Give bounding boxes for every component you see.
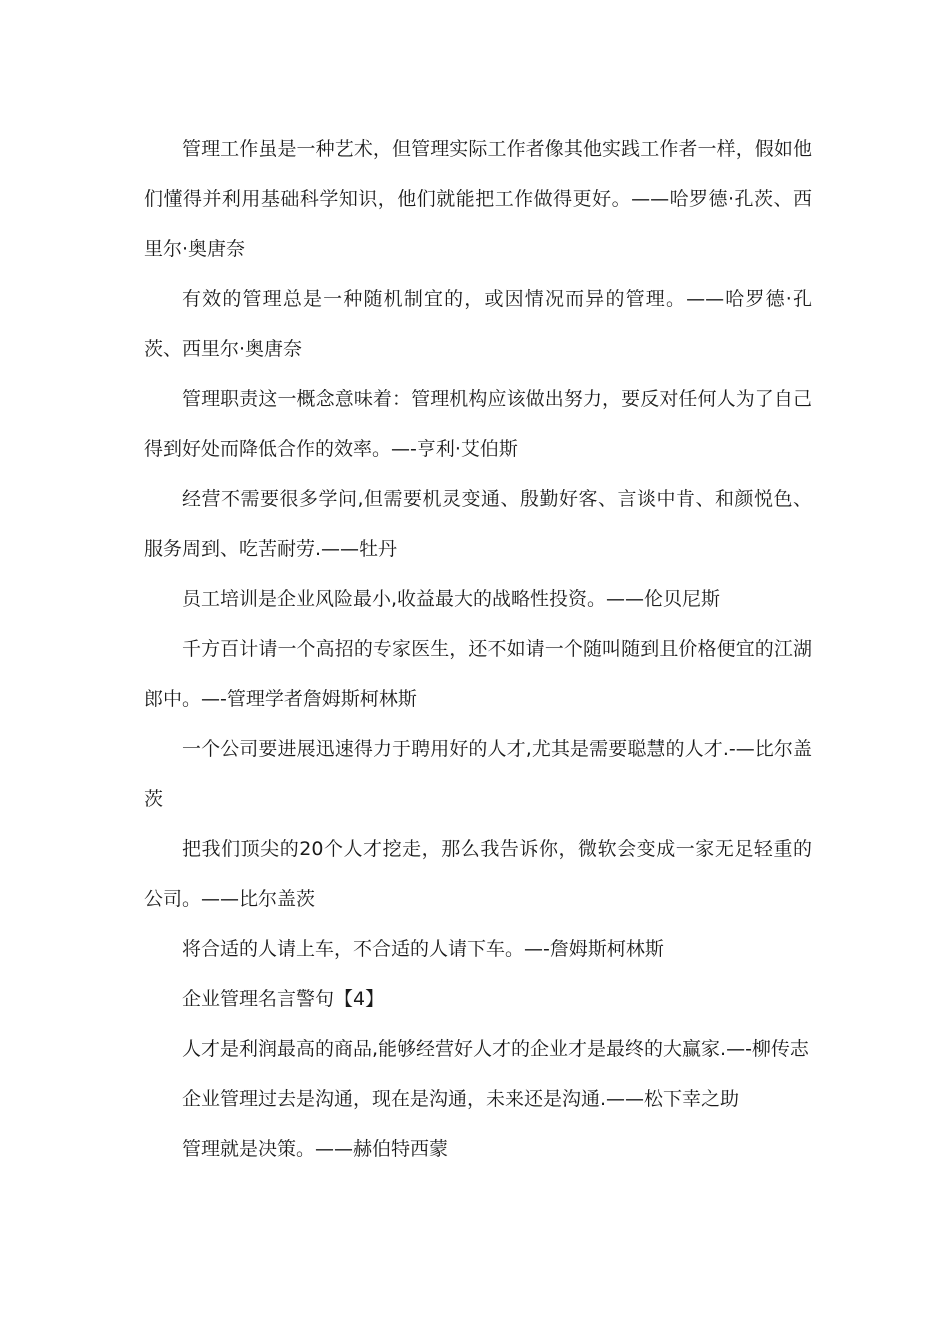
quote-paragraph: 将合适的人请上车，不合适的人请下车。—-詹姆斯柯林斯 (182, 938, 664, 960)
quote-paragraph: 管理职责这一概念意味着：管理机构应该做出努力，要反对任何人为了自己得到好处而降低合作的效率。—-亨利·艾伯斯 (144, 388, 812, 460)
quote-paragraph: 有效的管理总是一种随机制宜的，或因情况而异的管理。——哈罗德·孔茨、西里尔·奥唐奈 (144, 288, 812, 360)
quote-paragraph: 员工培训是企业风险最小,收益最大的战略性投资。——伦贝尼斯 (182, 588, 721, 610)
section-heading: 企业管理名言警句【4】 (182, 988, 385, 1010)
quote-paragraph: 经营不需要很多学问,但需要机灵变通、殷勤好客、言谈中肯、和颜悦色、服务周到、吃苦耐劳.——牡丹 (144, 488, 812, 560)
quote-paragraph: 把我们顶尖的20个人才挖走，那么我告诉你，微软会变成一家无足轻重的公司。——比尔盖茨 (144, 838, 812, 910)
quote-paragraph: 千方百计请一个高招的专家医生，还不如请一个随叫随到且价格便宜的江湖郎中。—-管理学者詹姆斯柯林斯 (144, 638, 812, 710)
quote-paragraph: 管理工作虽是一种艺术，但管理实际工作者像其他实践工作者一样，假如他们懂得并利用基础科学知识，他们就能把工作做得更好。——哈罗德·孔茨、西里尔·奥唐奈 (144, 138, 812, 260)
document-body (144, 124, 812, 1174)
quote-paragraph: 管理就是决策。——赫伯特西蒙 (182, 1138, 449, 1160)
quote-paragraph: 人才是利润最高的商品,能够经营好人才的企业才是最终的大赢家.—-柳传志 (182, 1038, 809, 1060)
quote-paragraph: 一个公司要进展迅速得力于聘用好的人才,尤其是需要聪慧的人才.-—比尔盖茨 (144, 738, 812, 810)
quote-paragraph: 企业管理过去是沟通，现在是沟通，未来还是沟通.——松下幸之助 (182, 1088, 740, 1110)
